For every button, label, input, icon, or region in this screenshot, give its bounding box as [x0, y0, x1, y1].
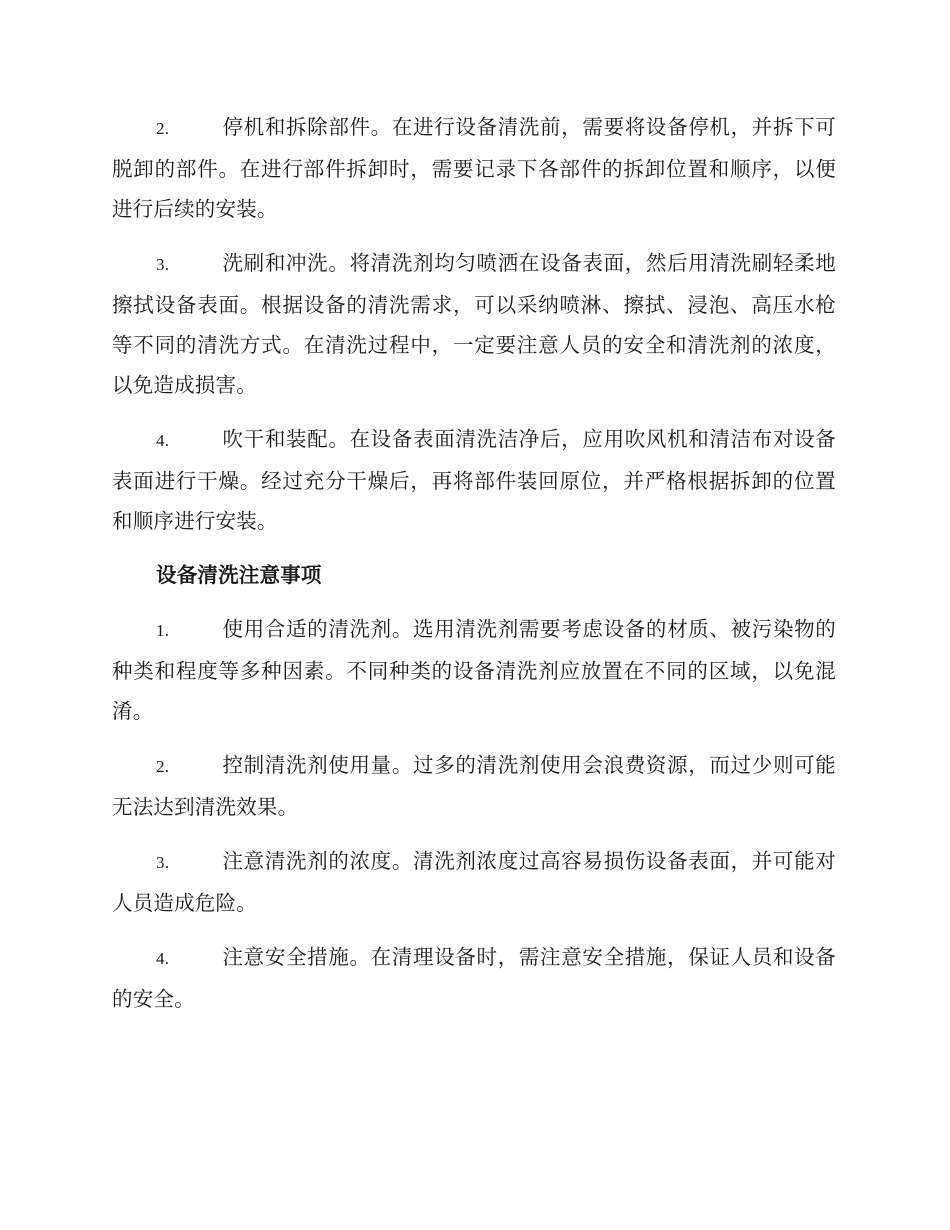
- list-number: 2.: [156, 757, 170, 776]
- list-item-text: 注意清洗剂的浓度。清洗剂浓度过高容易损伤设备表面，并可能对人员造成危险。: [112, 849, 836, 915]
- list-number: 3.: [156, 255, 170, 274]
- list-item-note-2: [112, 745, 836, 827]
- list-item-text: 控制清洗剂使用量。过多的清洗剂使用会浪费资源，而过少则可能无法达到清洗效果。: [112, 753, 836, 819]
- list-item-note-1: [112, 609, 836, 731]
- list-number: 2.: [156, 119, 170, 138]
- list-item-text: 注意安全措施。在清理设备时，需注意安全措施，保证人员和设备的安全。: [112, 945, 836, 1011]
- list-item-note-3: [112, 841, 836, 923]
- list-number: 4.: [156, 949, 170, 968]
- list-number: 4.: [156, 431, 170, 450]
- list-item-text: 使用合适的清洗剂。选用清洗剂需要考虑设备的材质、被污染物的种类和程度等多种因素。不同种类的设备清洗剂应放置在不同的区域，以免混淆。: [112, 617, 836, 723]
- section-heading: 设备清洗注意事项: [156, 563, 322, 587]
- list-item-text: 停机和拆除部件。在进行设备清洗前，需要将设备停机，并拆下可脱卸的部件。在进行部件拆卸时，需要记录下各部件的拆卸位置和顺序，以便进行后续的安装。: [112, 115, 836, 221]
- list-item-text: 吹干和装配。在设备表面清洗洁净后，应用吹风机和清洁布对设备表面进行干燥。经过充分干燥后，再将部件装回原位，并严格根据拆卸的位置和顺序进行安装。: [112, 427, 836, 533]
- list-item-step-2: [112, 107, 836, 229]
- document-body: [112, 107, 836, 1033]
- list-item-note-4: [112, 937, 836, 1019]
- list-item-step-4: [112, 419, 836, 541]
- list-number: 1.: [156, 621, 170, 640]
- list-item-text: 洗刷和冲洗。将清洗剂均匀喷洒在设备表面，然后用清洗刷轻柔地擦拭设备表面。根据设备的清洗需求，可以采纳喷淋、擦拭、浸泡、高压水枪等不同的清洗方式。在清洗过程中，一定要注意人员的安全和清洗剂的浓度，以免造成损害。: [112, 251, 836, 397]
- list-item-step-3: [112, 243, 836, 405]
- list-number: 3.: [156, 853, 170, 872]
